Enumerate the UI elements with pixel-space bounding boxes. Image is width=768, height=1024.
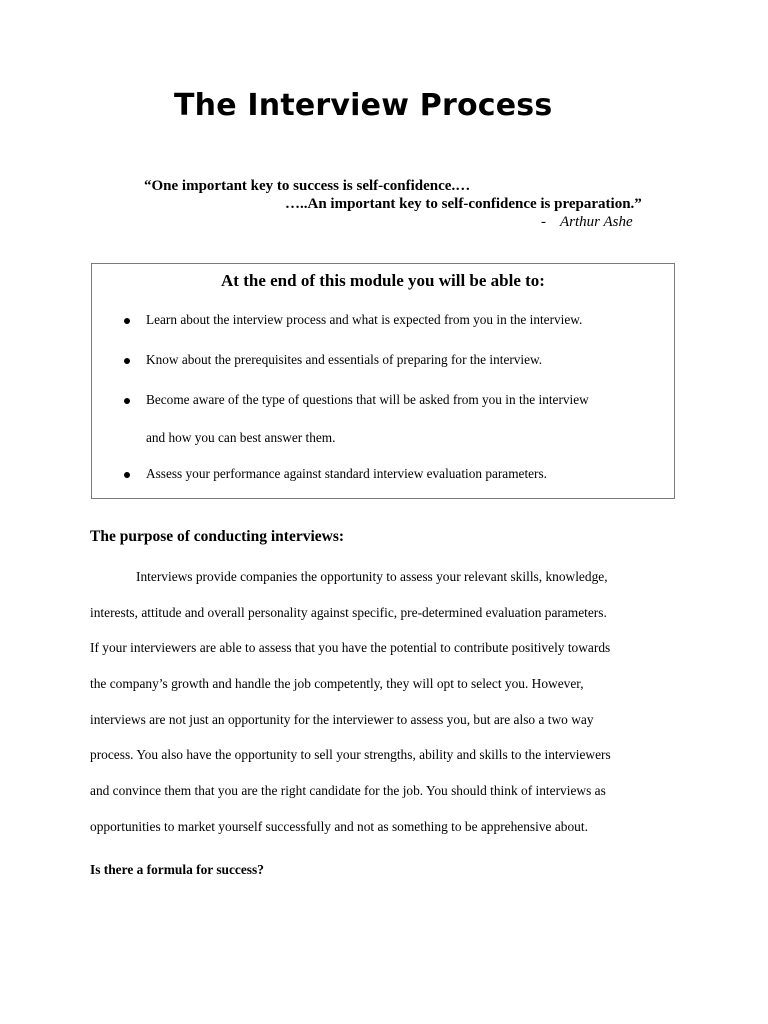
objective-text: Learn about the interview process and what is expected from you in the interview.	[146, 312, 583, 327]
objective-text: Become aware of the type of questions that will be asked from you in the interview	[146, 392, 589, 407]
quote-line-1: “One important key to success is self-confidence.…	[144, 178, 471, 194]
paragraph-line: process. You also have the opportunity to sell your strengths, ability and skills to the interviewers	[90, 747, 611, 762]
bullet-icon	[124, 472, 130, 478]
paragraph-line: the company’s growth and handle the job competently, they will opt to select you. However,	[90, 676, 584, 691]
bullet-icon	[124, 318, 130, 324]
objectives-box	[91, 263, 675, 499]
objectives-heading: At the end of this module you will be able to:	[221, 271, 545, 290]
paragraph-line: interests, attitude and overall personality against specific, pre-determined evaluation parameters.	[90, 605, 607, 620]
quote-line-2: …..An important key to self-confidence is preparation.”	[285, 196, 642, 212]
bullet-icon	[124, 398, 130, 404]
paragraph-line: interviews are not just an opportunity for the interviewer to assess you, but are also a two way	[90, 712, 594, 727]
formula-heading: Is there a formula for success?	[90, 862, 264, 877]
paragraph-line: Interviews provide companies the opportunity to assess your relevant skills, knowledge,	[136, 569, 608, 584]
paragraph-line: If your interviewers are able to assess that you have the potential to contribute positively towards	[90, 640, 611, 655]
objective-text: Know about the prerequisites and essentials of preparing for the interview.	[146, 352, 543, 367]
objective-text: Assess your performance against standard interview evaluation parameters.	[146, 466, 547, 481]
paragraph-line: and convince them that you are the right candidate for the job. You should think of interviews as	[90, 783, 606, 798]
purpose-heading: The purpose of conducting interviews:	[90, 528, 345, 545]
bullet-icon	[124, 358, 130, 364]
paragraph-line: opportunities to market yourself successfully and not as something to be apprehensive about.	[90, 819, 588, 834]
quote-author: Arthur Ashe	[560, 214, 633, 230]
objective-text-continuation: and how you can best answer them.	[146, 430, 336, 445]
attribution-dash: -	[541, 214, 546, 230]
quote-attribution	[541, 214, 633, 231]
page-title: The Interview Process	[174, 88, 553, 123]
